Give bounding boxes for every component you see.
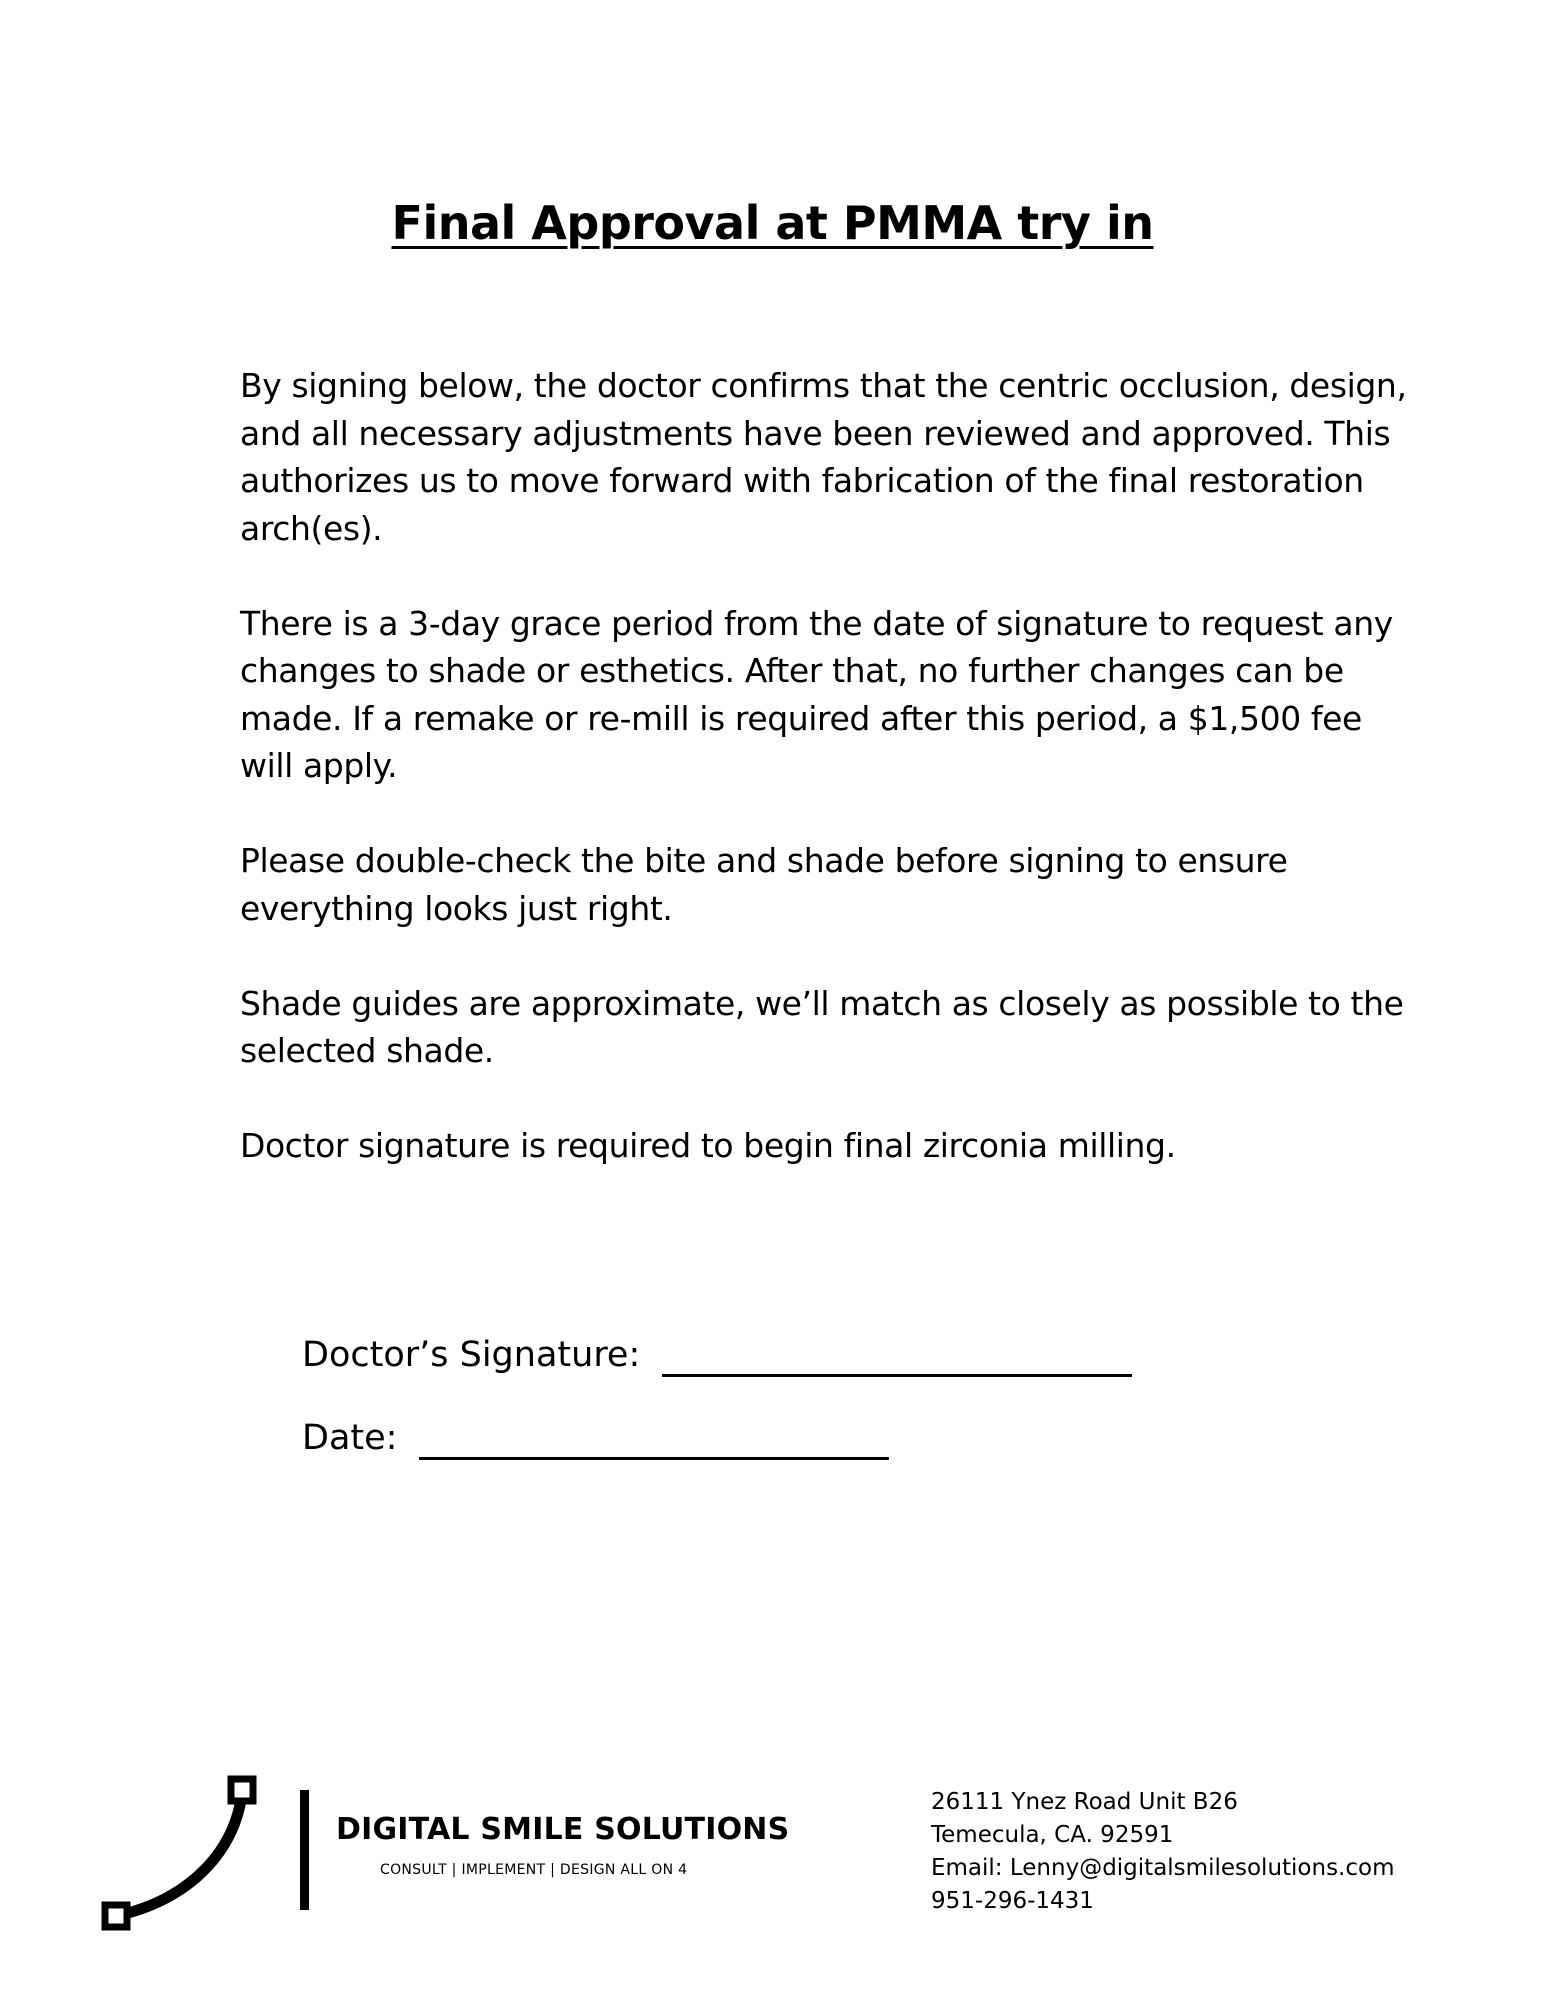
date-label: Date:: [302, 1418, 398, 1458]
signature-label: Doctor’s Signature:: [302, 1335, 641, 1375]
paragraph-signature-required: Doctor signature is required to begin final zirconia milling.: [240, 1126, 1176, 1165]
date-row: [302, 1418, 889, 1458]
paragraph-shade-guides: Shade guides are approximate, we’ll match as closely as possible to the selected shade.: [240, 983, 1404, 1070]
brand-tagline: CONSULT | IMPLEMENT | DESIGN ALL ON 4: [380, 1862, 688, 1878]
contact-email: Email: Lenny@digitalsmilesolutions.com: [931, 1855, 1395, 1881]
address-line-1: 26111 Ynez Road Unit B26: [931, 1789, 1238, 1815]
address-line-2: Temecula, CA. 92591: [931, 1822, 1174, 1848]
paragraph-approval: By signing below, the doctor confirms that the centric occlusion, design, and all necessary adjustments have been reviewed and approved. This authorizes us to move forward with fabrication of the final restoration arch(es).: [240, 366, 1407, 548]
contact-block: [931, 1786, 1395, 1918]
signature-line[interactable]: [662, 1374, 1132, 1377]
contact-phone: 951-296-1431: [931, 1888, 1094, 1914]
date-line[interactable]: [419, 1457, 889, 1460]
document-body: [240, 362, 1420, 1217]
curve-path-icon: [100, 1770, 270, 1944]
paragraph-grace-period: There is a 3-day grace period from the date of signature to request any changes to shade or esthetics. After that, no further changes can be made. If a remake or re-mill is required after this period, a $1,500 fee will apply.: [240, 603, 1393, 785]
logo-divider: [300, 1790, 309, 1910]
paragraph-double-check: Please double-check the bite and shade before signing to ensure everything looks just right.: [240, 841, 1288, 928]
brand-name: DIGITAL SMILE SOLUTIONS: [336, 1812, 790, 1847]
signature-row: [302, 1335, 1132, 1375]
page-title: Final Approval at PMMA try in: [391, 196, 1154, 250]
